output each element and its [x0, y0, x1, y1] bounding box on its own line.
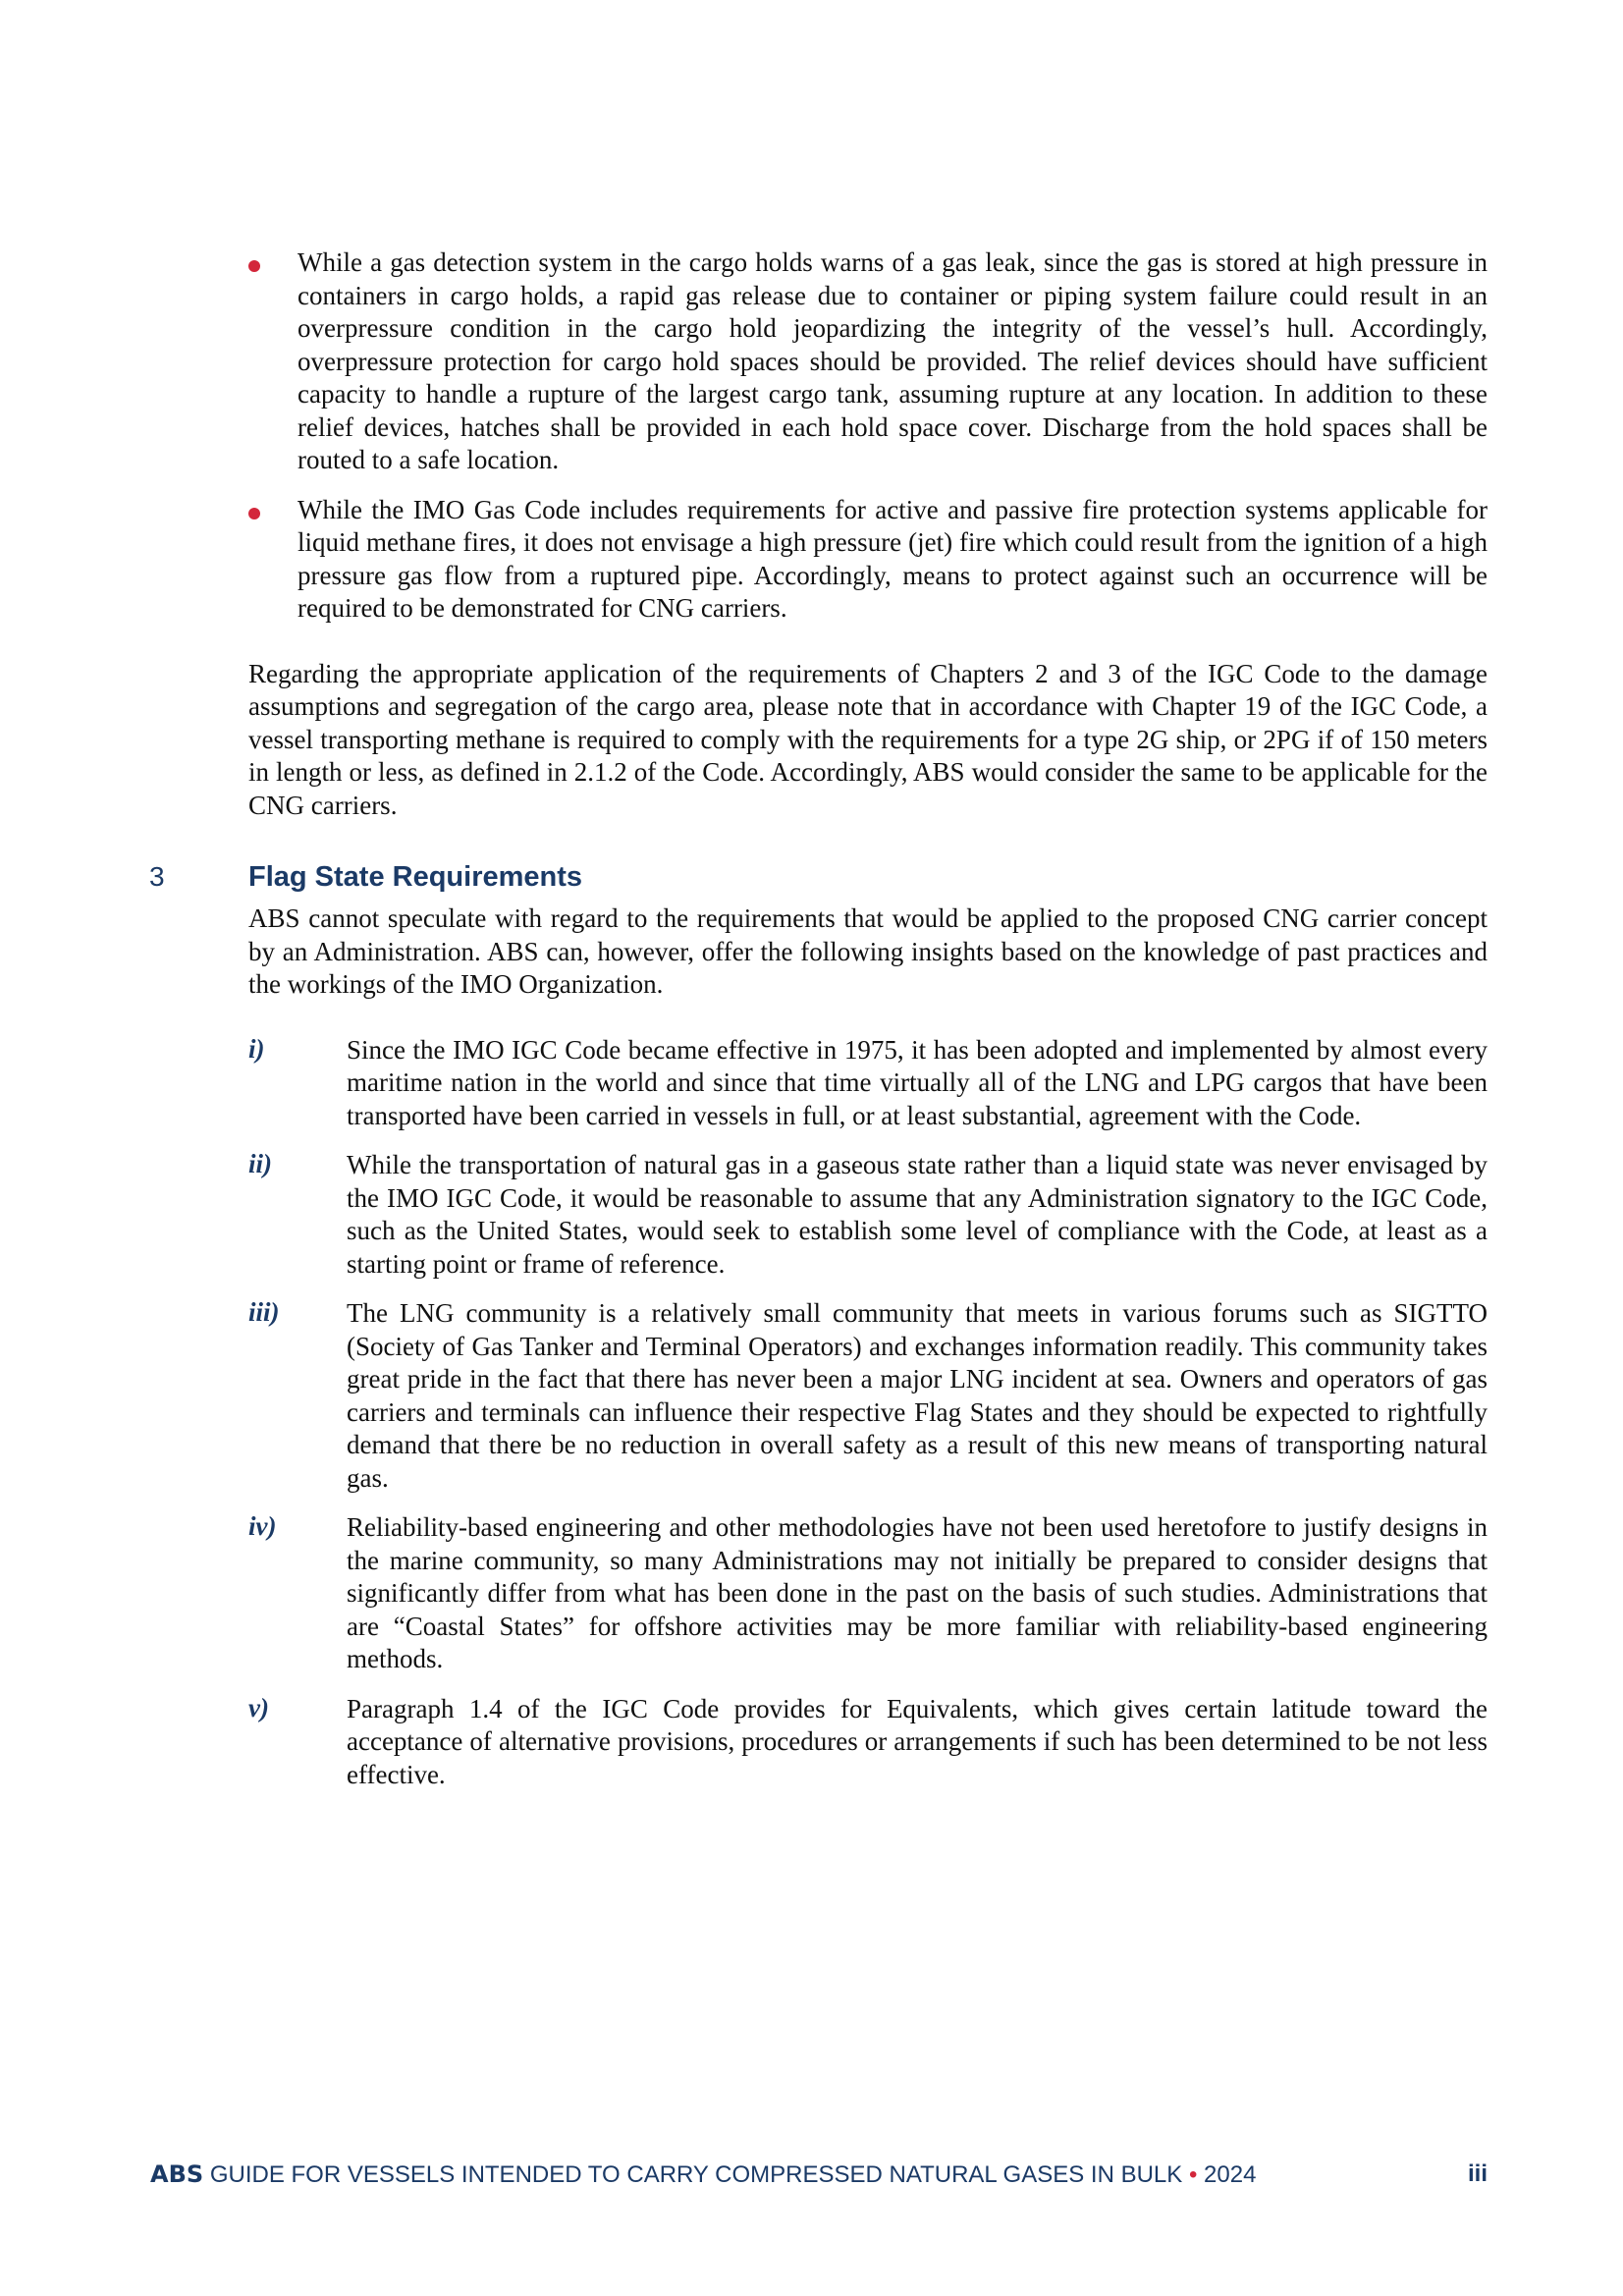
section-title: Flag State Requirements	[248, 861, 583, 893]
list-marker: i)	[248, 1033, 265, 1064]
section-number: 3	[149, 861, 165, 892]
list-item	[248, 1034, 1488, 1133]
numbered-list	[248, 1034, 1488, 1792]
list-item-text: The LNG community is a relatively small community that meets in various forums such as SIGTTO (Society of Gas Tanker and Terminal Operators) and exchanges information readily. This community takes great pride in the fact that there has never been a major LNG incident at sea. Owners and operators of gas carriers and terminals can influence their respective Flag States and they should be expected to rightfully demand that there be no reduction in overall safety as a result of this new means of transporting natural gas.	[347, 1298, 1488, 1493]
bullet-item	[248, 494, 1488, 626]
footer-brand: ABS	[150, 2160, 204, 2188]
page-number: iii	[1467, 2160, 1488, 2187]
bullet-dot-icon	[248, 260, 260, 272]
list-item	[248, 1693, 1488, 1792]
body-paragraph: Regarding the appropriate application of the requirements of Chapters 2 and 3 of the IGC Code to the damage assumptions and segregation of the cargo area, please note that in accordance with Chapter 19 of the IGC Code, a vessel transporting methane is required to comply with the requirements for a type 2G ship, or 2PG if of 150 meters in length or less, as defined in 2.1.2 of the Code. Accordingly, ABS would consider the same to be applicable for the CNG carriers.	[248, 658, 1488, 820]
footer-year: 2024	[1204, 2161, 1257, 2188]
list-item-text: Reliability-based engineering and other methodologies have not been used heretofore to justify designs in the marine community, so many Administrations may not initially be prepared to consider designs that significantly differ from what has been done in the past on the basis of such studies. Administrations that are “Coastal States” for offshore activities may be more familiar with reliability-based engineering methods.	[347, 1512, 1488, 1673]
bullet-item	[248, 246, 1488, 477]
list-marker: iii)	[248, 1297, 280, 1327]
list-item	[248, 1297, 1488, 1495]
section-intro: ABS cannot speculate with regard to the requirements that would be applied to the proposed CNG carrier concept by an Administration. ABS can, however, offer the following insights based on the knowledge of past practices and the workings of the IMO Organization.	[248, 903, 1488, 999]
page-content	[149, 246, 1488, 1808]
page-footer	[150, 2160, 1488, 2189]
footer-title: GUIDE FOR VESSELS INTENDED TO CARRY COMPRESSED NATURAL GASES IN BULK	[209, 2161, 1183, 2188]
list-item-text: While the transportation of natural gas in a gaseous state rather than a liquid state was never envisaged by the IMO IGC Code, it would be reasonable to assume that any Administration signatory to the IGC Code, such as the United States, would seek to establish some level of compliance with the Code, at least as a starting point or frame of reference.	[347, 1150, 1488, 1279]
bullet-text: While the IMO Gas Code includes requirements for active and passive fire protection systems applicable for liquid methane fires, it does not envisage a high pressure (jet) fire which could result from the ignition of a high pressure gas flow from a ruptured pipe. Accordingly, means to protect against such an occurrence will be required to be demonstrated for CNG carriers.	[298, 494, 1488, 623]
list-item-text: Paragraph 1.4 of the IGC Code provides for Equivalents, which gives certain latitude toward the acceptance of alternative provisions, procedures or arrangements if such has been determined to be not less effective.	[347, 1693, 1488, 1789]
section-heading	[149, 861, 1488, 897]
bullet-dot-icon	[248, 508, 260, 519]
list-marker: v)	[248, 1692, 269, 1722]
footer-separator: •	[1188, 2161, 1198, 2188]
list-item	[248, 1149, 1488, 1281]
list-marker: ii)	[248, 1149, 272, 1178]
bullet-text: While a gas detection system in the cargo holds warns of a gas leak, since the gas is stored at high pressure in containers in cargo holds, a rapid gas release due to container or piping system failure could result in an overpressure condition in the cargo hold jeopardizing the integrity of the vessel’s hull. Accordingly, overpressure protection for cargo hold spaces should be provided. The relief devices should have sufficient capacity to handle a rupture of the largest cargo tank, assuming rupture at any location. In addition to these relief devices, hatches shall be provided in each hold space cover. Discharge from the hold spaces shall be routed to a safe location.	[298, 247, 1488, 474]
list-item-text: Since the IMO IGC Code became effective in 1975, it has been adopted and implemented by almost every maritime nation in the world and since that time virtually all of the LNG and LPG cargos that have been transported have been carried in vessels in full, or at least substantial, agreement with the Code.	[347, 1034, 1488, 1130]
list-item	[248, 1511, 1488, 1676]
list-marker: iv)	[248, 1511, 277, 1541]
